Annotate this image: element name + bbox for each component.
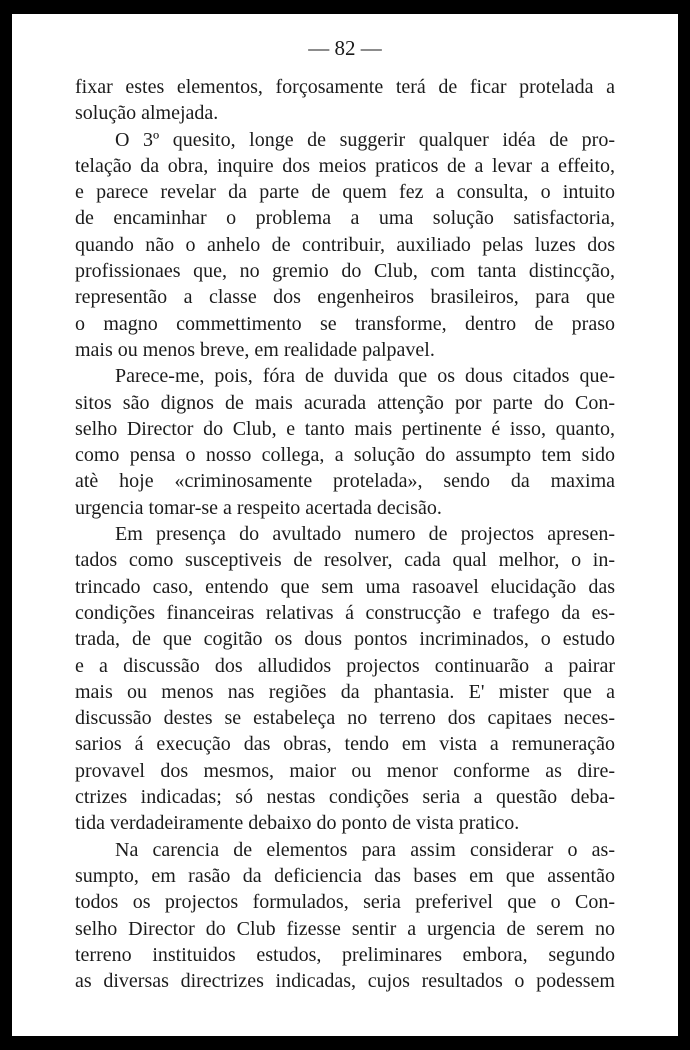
text-line: todos os projectos formulados, seria preferivel que o Con- xyxy=(75,891,615,914)
text-line: Parece-me, pois, fóra de duvida que os dous citados que- xyxy=(115,365,615,388)
text-line: solução almejada. xyxy=(75,102,219,125)
text-line: tida verdadeiramente debaixo do ponto de vista pratico. xyxy=(75,812,520,835)
text-line: trincado caso, entendo que sem uma rasoavel elucidação das xyxy=(75,575,615,598)
text-line: as diversas directrizes indicadas, cujos resultados o podessem xyxy=(75,970,615,993)
text-line: de encaminhar o problema a uma solução satisfactoria, xyxy=(75,207,615,230)
text-line: o magno commettimento se transforme, dentro de praso xyxy=(75,312,615,335)
text-line: quando não o anhelo de contribuir, auxiliado pelas luzes dos xyxy=(75,233,615,256)
text-line: mais ou menos breve, em realidade palpavel. xyxy=(75,338,435,361)
text-line: ctrizes indicadas; só nestas condições seria a questão deba- xyxy=(75,786,615,809)
text-line: trada, de que cogitão os dous pontos incriminados, o estudo xyxy=(75,628,615,651)
text-line: Em presença do avultado numero de projectos apresen- xyxy=(115,523,615,546)
text-line: como pensa o nosso collega, a solução do assumpto tem sido xyxy=(75,444,615,467)
text-line: condições financeiras relativas á construcção e trafego da es- xyxy=(75,601,615,624)
text-line: e parece revelar da parte de quem fez a consulta, o intuito xyxy=(75,181,615,204)
text-line: mais ou menos nas regiões da phantasia. E' mister que a xyxy=(75,680,615,703)
page-number: — 82 — xyxy=(308,36,382,60)
text-line: provavel dos mesmos, maior ou menor conforme as dire- xyxy=(75,759,615,782)
body-text xyxy=(75,74,615,994)
paragraph xyxy=(75,363,615,521)
text-line: discussão destes se estabeleça no terreno dos capitaes neces- xyxy=(75,707,615,730)
text-line: e a discussão dos alludidos projectos continuarão a pairar xyxy=(75,654,615,677)
text-line: fixar estes elementos, forçosamente terá de ficar protelada a xyxy=(75,76,615,98)
text-line: profissionaes que, no gremio do Club, com tanta distincção, xyxy=(75,260,615,283)
text-line: representão a classe dos engenheiros brasileiros, para que xyxy=(75,286,615,309)
text-line: sarios á execução das obras, tendo em vista a remuneração xyxy=(75,733,615,756)
paragraph xyxy=(75,837,615,995)
text-line: telação da obra, inquire dos meios praticos de a levar a effeito, xyxy=(75,154,615,177)
book-page xyxy=(12,14,678,1036)
text-line: selho Director do Club fizesse sentir a urgencia de serem no xyxy=(75,917,615,940)
text-line: sumpto, em rasão da deficiencia das bases em que assentão xyxy=(75,864,615,887)
paragraph xyxy=(75,74,615,127)
text-line: sitos são dignos de mais acurada attenção por parte do Con- xyxy=(75,391,615,414)
text-line: terreno instituidos estudos, preliminares embora, segundo xyxy=(75,943,615,966)
text-line: Na carencia de elementos para assim considerar o as- xyxy=(115,838,615,861)
paragraph xyxy=(75,127,615,364)
text-line: urgencia tomar-se a respeito acertada decisão. xyxy=(75,496,442,519)
paragraph xyxy=(75,521,615,837)
text-line: tados como susceptiveis de resolver, cada qual melhor, o in- xyxy=(75,549,615,572)
text-line: selho Director do Club, e tanto mais pertinente é isso, quanto, xyxy=(75,417,615,440)
text-line: atè hoje «criminosamente protelada», sendo da maxima xyxy=(75,470,615,493)
text-line: O 3º quesito, longe de suggerir qualquer idéa de pro- xyxy=(115,128,615,151)
